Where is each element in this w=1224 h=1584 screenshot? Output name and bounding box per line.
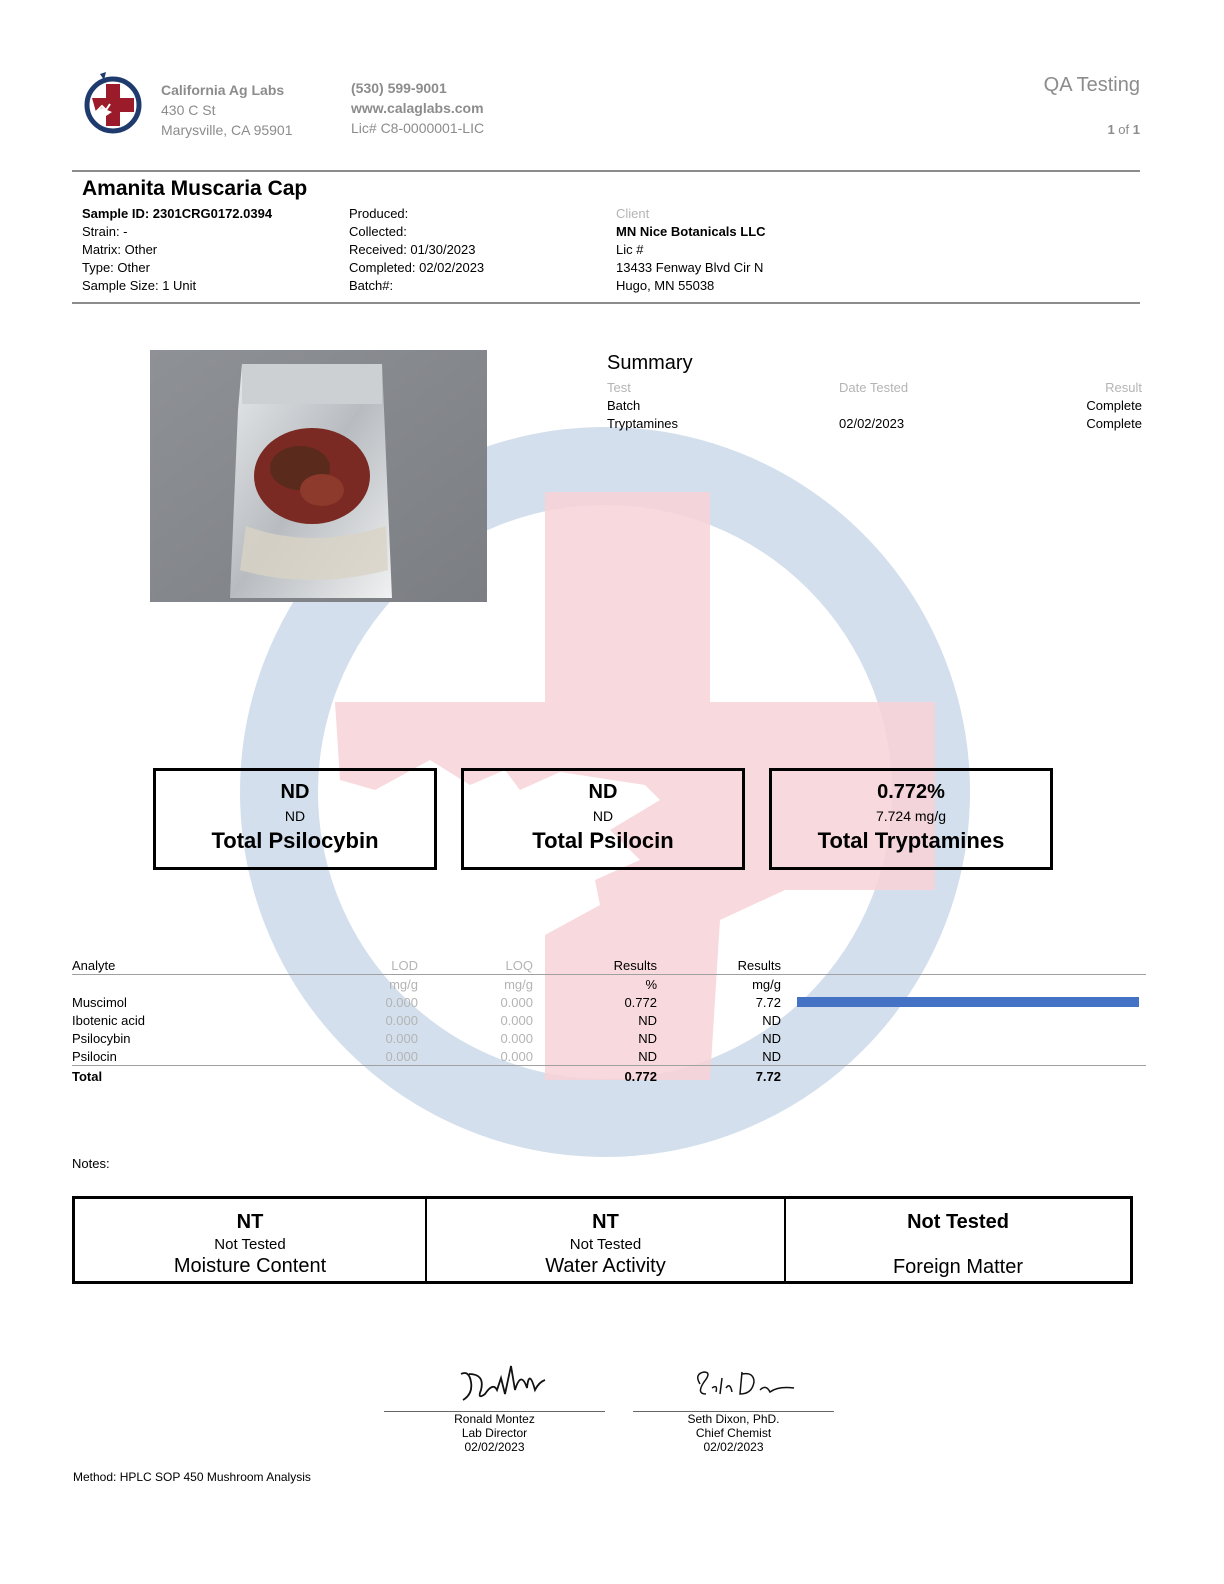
sample-batch: Batch#: — [349, 278, 394, 293]
analyte-name: Psilocybin — [72, 1030, 131, 1046]
analyte-pct: ND — [638, 1030, 657, 1046]
misc-main-value: NT — [592, 1211, 619, 1233]
info-divider — [72, 302, 1140, 304]
client-address-line2: Hugo, MN 55038 — [616, 278, 715, 293]
lab-address-line2: Marysville, CA 95901 — [161, 122, 293, 138]
table-row — [72, 1047, 1146, 1066]
misc-main-value: Not Tested — [907, 1211, 1009, 1233]
table-row — [72, 1011, 1146, 1029]
analyte-mg: ND — [762, 1030, 781, 1046]
analyte-name: Ibotenic acid — [72, 1012, 145, 1028]
analyte-mg: ND — [762, 1048, 781, 1064]
header-results-mg: Results — [737, 957, 781, 973]
summary-row-test: Tryptamines — [607, 416, 679, 431]
misc-label: Water Activity — [545, 1255, 666, 1277]
summary-row-test: Batch — [607, 398, 641, 413]
analyte-lod: 0.000 — [385, 994, 418, 1010]
signatory-name: Seth Dixon, PhD. — [687, 1412, 780, 1426]
analyte-lod: 0.000 — [385, 1030, 418, 1046]
header-results-pct: Results — [613, 957, 657, 973]
sample-received: Received: 01/30/2023 — [349, 242, 476, 257]
summary-header-date: Date Tested — [839, 380, 909, 395]
client-name: MN Nice Botanicals LLC — [616, 224, 766, 239]
sample-produced: Produced: — [349, 206, 409, 221]
misc-sub-value: Not Tested — [214, 1236, 286, 1253]
kpi-main-value: ND — [280, 781, 310, 803]
analyte-loq: 0.000 — [500, 1048, 533, 1064]
signatory-date: 02/02/2023 — [703, 1440, 764, 1454]
kpi-label: Total Psilocin — [532, 828, 674, 853]
analyte-mg: ND — [762, 1012, 781, 1028]
summary-header-result: Result — [1105, 380, 1142, 395]
summary-row-result: Complete — [1086, 416, 1142, 431]
misc-sub-value — [786, 1236, 1130, 1254]
signature-seth-dixon — [690, 1364, 800, 1404]
kpi-sub-value: ND — [592, 808, 614, 824]
misc-foreign-matter — [785, 1196, 1133, 1284]
kpi-main-value: 0.772% — [877, 781, 945, 803]
analyte-name: Psilocin — [72, 1048, 117, 1064]
unit-pct: % — [645, 976, 657, 992]
client-label: Client — [616, 206, 650, 221]
analyte-pct: ND — [638, 1012, 657, 1028]
lab-address-line1: 430 C St — [161, 102, 216, 118]
misc-water-activity — [426, 1196, 785, 1284]
misc-sub-value: Not Tested — [569, 1236, 642, 1253]
analyte-lod: 0.000 — [385, 1048, 418, 1064]
header-divider — [72, 170, 1140, 172]
signatory-title: Chief Chemist — [695, 1426, 772, 1440]
total-label: Total — [72, 1069, 103, 1085]
summary-row-result: Complete — [1086, 398, 1142, 413]
sample-matrix: Matrix: Other — [82, 242, 158, 257]
sample-completed: Completed: 02/02/2023 — [349, 260, 485, 275]
method-text: Method: HPLC SOP 450 Mushroom Analysis — [73, 1470, 311, 1484]
analyte-table — [72, 956, 1146, 1088]
kpi-label: Total Tryptamines — [817, 828, 1005, 853]
summary-header-test: Test — [607, 380, 631, 395]
page-indicator: 1 of 1 — [1107, 122, 1140, 137]
lab-logo-icon — [82, 70, 144, 136]
analyte-pct: 0.772 — [624, 994, 657, 1010]
client-address-line1: 13433 Fenway Blvd Cir N — [616, 260, 764, 275]
table-row — [72, 1029, 1146, 1047]
sample-collected: Collected: — [349, 224, 407, 239]
signature-ronald-montez — [455, 1360, 555, 1406]
sample-photo — [150, 350, 487, 602]
sample-name: Amanita Muscaria Cap — [82, 177, 308, 200]
misc-main-value: NT — [236, 1211, 264, 1233]
analyte-lod: 0.000 — [385, 1012, 418, 1028]
summary-title: Summary — [607, 352, 693, 374]
lab-name: California Ag Labs — [161, 82, 285, 98]
signatory-ronald-montez — [384, 1412, 605, 1454]
lab-phone: (530) 599-9001 — [351, 80, 447, 96]
signatory-seth-dixon — [633, 1412, 834, 1454]
misc-label: Foreign Matter — [892, 1256, 1024, 1278]
sample-type: Type: Other — [82, 260, 150, 275]
analyte-bar — [797, 997, 1139, 1007]
sample-size: Sample Size: 1 Unit — [82, 278, 197, 293]
kpi-sub-value: 7.724 mg/g — [875, 808, 947, 824]
misc-moisture-content — [72, 1196, 426, 1284]
report-title: QA Testing — [1043, 74, 1140, 96]
unit-loq: mg/g — [504, 976, 533, 992]
notes-label: Notes: — [72, 1156, 110, 1171]
table-row — [72, 993, 1146, 1011]
total-mg: 7.72 — [755, 1069, 781, 1085]
analyte-loq: 0.000 — [500, 994, 533, 1010]
sample-strain: Strain: - — [82, 224, 128, 239]
analyte-mg: 7.72 — [755, 994, 781, 1010]
signatory-title: Lab Director — [461, 1426, 528, 1440]
lab-license: Lic# C8-0000001-LIC — [351, 120, 485, 136]
kpi-label: Total Psilocybin — [211, 828, 379, 853]
signatory-date: 02/02/2023 — [464, 1440, 525, 1454]
misc-label: Moisture Content — [173, 1255, 327, 1277]
analyte-loq: 0.000 — [500, 1012, 533, 1028]
table-total-row — [72, 1066, 1146, 1088]
table-units-row — [72, 975, 1146, 994]
header-lod: LOD — [391, 957, 418, 973]
lab-website: www.calaglabs.com — [351, 100, 484, 116]
signatory-name: Ronald Montez — [454, 1412, 535, 1426]
summary-row-date: 02/02/2023 — [839, 416, 905, 431]
analyte-pct: ND — [638, 1048, 657, 1064]
table-header-row — [72, 956, 1146, 975]
sample-id: Sample ID: 2301CRG0172.0394 — [82, 206, 273, 221]
kpi-sub-value: ND — [284, 808, 306, 824]
client-lic: Lic # — [616, 242, 644, 257]
unit-mg: mg/g — [752, 976, 781, 992]
kpi-main-value: ND — [588, 781, 618, 803]
analyte-loq: 0.000 — [500, 1030, 533, 1046]
header-loq: LOQ — [505, 957, 533, 973]
kpi-total-psilocybin — [153, 768, 437, 870]
analyte-name: Muscimol — [72, 994, 127, 1010]
unit-lod: mg/g — [389, 976, 418, 992]
kpi-total-psilocin — [461, 768, 745, 870]
total-pct: 0.772 — [624, 1069, 657, 1085]
header-analyte: Analyte — [72, 957, 116, 973]
kpi-total-tryptamines — [769, 768, 1053, 870]
